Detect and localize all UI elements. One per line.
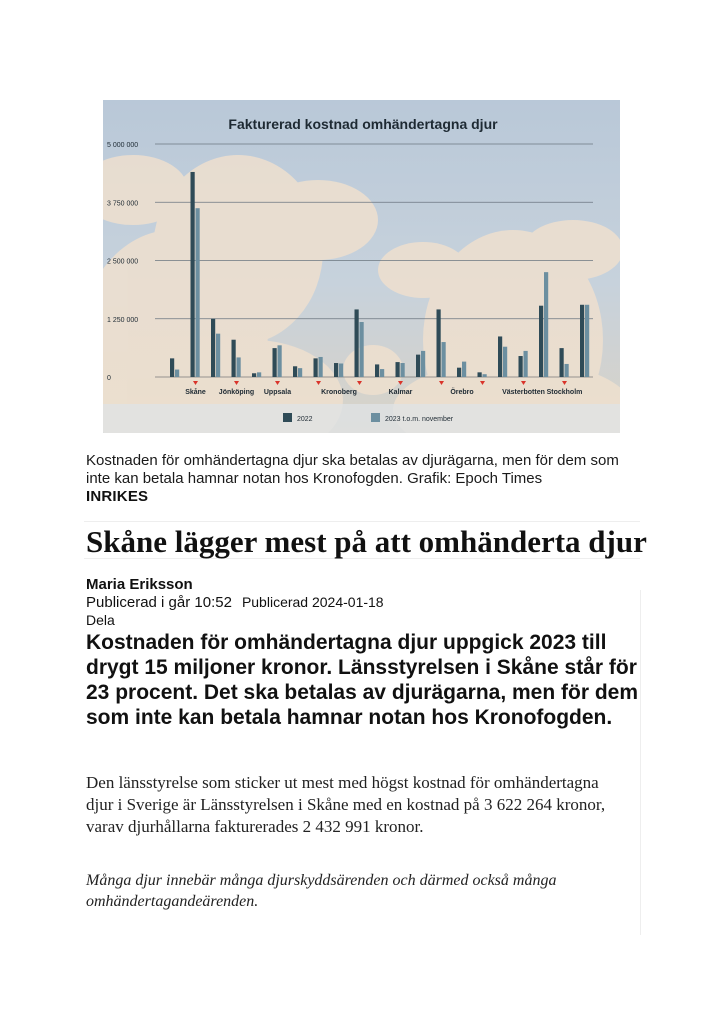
article-body-paragraph: Den länsstyrelse som sticker ut mest med högst kostnad för omhändertagna djur i Sverige är Länsstyrelsen i Skåne med en kostnad på 3 622 264 kronor, varav djurhållarna fakturerades 2 432 991 kronor. xyxy=(86,773,606,836)
y-tick-label: 0 xyxy=(107,375,111,382)
bar-2023 xyxy=(298,368,302,377)
x-tick-label: Kronoberg xyxy=(321,389,357,396)
publish-meta xyxy=(86,594,384,611)
bar-2022 xyxy=(396,362,400,377)
y-tick-label: 3 750 000 xyxy=(107,200,139,208)
bar-2023 xyxy=(401,363,405,377)
x-tick-label: Stockholm xyxy=(546,389,583,396)
bar-2022 xyxy=(273,348,277,377)
region-marker xyxy=(398,381,403,385)
article-italic-paragraph: Många djur innebär många djurskyddsärenden och därmed också många omhändertagandeärenden. xyxy=(86,872,557,910)
bar-2023 xyxy=(360,322,364,377)
bar-2022 xyxy=(211,319,215,377)
share-button[interactable]: Dela xyxy=(86,612,115,628)
article-headline: Skåne lägger mest på att omhänderta djur xyxy=(86,524,647,559)
bar-2022 xyxy=(478,372,482,377)
bar-2022 xyxy=(232,340,236,377)
legend-label: 2023 t.o.m. november xyxy=(385,416,454,423)
bar-2023 xyxy=(380,369,384,377)
bar-2023 xyxy=(544,272,548,377)
image-caption: Kostnaden för omhändertagna djur ska betalas av djurägarna, men för dem som inte kan betala hamnar notan hos Kronofogden. Grafik: Epoch Times xyxy=(86,452,619,487)
author-name[interactable]: Maria Eriksson xyxy=(86,576,193,593)
legend-band xyxy=(103,404,620,433)
legend-swatch xyxy=(371,413,380,422)
bar-2022 xyxy=(457,368,461,377)
bar-2022 xyxy=(437,309,441,377)
published-relative: Publicerad i går 10:52 xyxy=(86,594,232,611)
bar-2023 xyxy=(524,351,528,377)
column-divider xyxy=(640,590,641,935)
bar-2022 xyxy=(314,358,318,377)
bar-2023 xyxy=(196,208,200,377)
bar-chart xyxy=(103,100,620,433)
published-date: Publicerad 2024-01-18 xyxy=(241,594,384,610)
bar-2023 xyxy=(339,363,343,377)
y-tick-label: 2 500 000 xyxy=(107,258,139,266)
bar-2022 xyxy=(355,309,359,377)
bar-2023 xyxy=(216,334,220,377)
y-tick-label: 5 000 000 xyxy=(107,142,139,149)
bar-2022 xyxy=(252,373,256,377)
chart-title: Fakturerad kostnad omhändertagna djur xyxy=(228,116,498,132)
bar-2022 xyxy=(170,358,174,377)
x-tick-label: Skåne xyxy=(185,389,206,396)
bar-2022 xyxy=(519,356,523,377)
bar-2022 xyxy=(560,348,564,377)
bar-2023 xyxy=(483,374,487,377)
bar-2023 xyxy=(503,347,507,377)
bar-2023 xyxy=(237,357,241,377)
bar-2023 xyxy=(319,357,323,377)
bar-2023 xyxy=(585,305,589,377)
bar-2022 xyxy=(580,305,584,377)
bar-2022 xyxy=(334,363,338,377)
article-lead: Kostnaden för omhändertagna djur uppgick 2023 till drygt 15 miljoner kronor. Länsstyrelsen i Skåne står för 23 procent. Det ska betalas av djurägarna, men för dem som inte kan betala hamnar notan hos Kronofogden. xyxy=(86,631,639,729)
bar-2023 xyxy=(278,345,282,377)
x-tick-label: Västerbotten xyxy=(502,389,545,396)
bar-2023 xyxy=(421,351,425,377)
bar-2022 xyxy=(293,366,297,377)
chart-figure xyxy=(103,100,620,433)
bar-2023 xyxy=(462,362,466,377)
section-label[interactable]: INRIKES xyxy=(86,488,149,505)
bar-2023 xyxy=(257,372,261,377)
y-tick-label: 1 250 000 xyxy=(107,316,139,324)
bar-2022 xyxy=(539,306,543,377)
bar-2023 xyxy=(565,364,569,377)
bar-2022 xyxy=(375,364,379,377)
x-tick-label: Jönköping xyxy=(218,389,255,396)
x-tick-label: Örebro xyxy=(450,389,474,396)
bar-2022 xyxy=(498,336,502,377)
bar-2023 xyxy=(175,370,179,377)
legend-label: 2022 xyxy=(297,416,313,423)
x-tick-label: Uppsala xyxy=(263,389,292,396)
legend-swatch xyxy=(283,413,292,422)
x-tick-label: Kalmar xyxy=(388,389,413,396)
bar-2023 xyxy=(442,342,446,377)
bar-2022 xyxy=(416,355,420,377)
bar-2022 xyxy=(191,172,195,377)
